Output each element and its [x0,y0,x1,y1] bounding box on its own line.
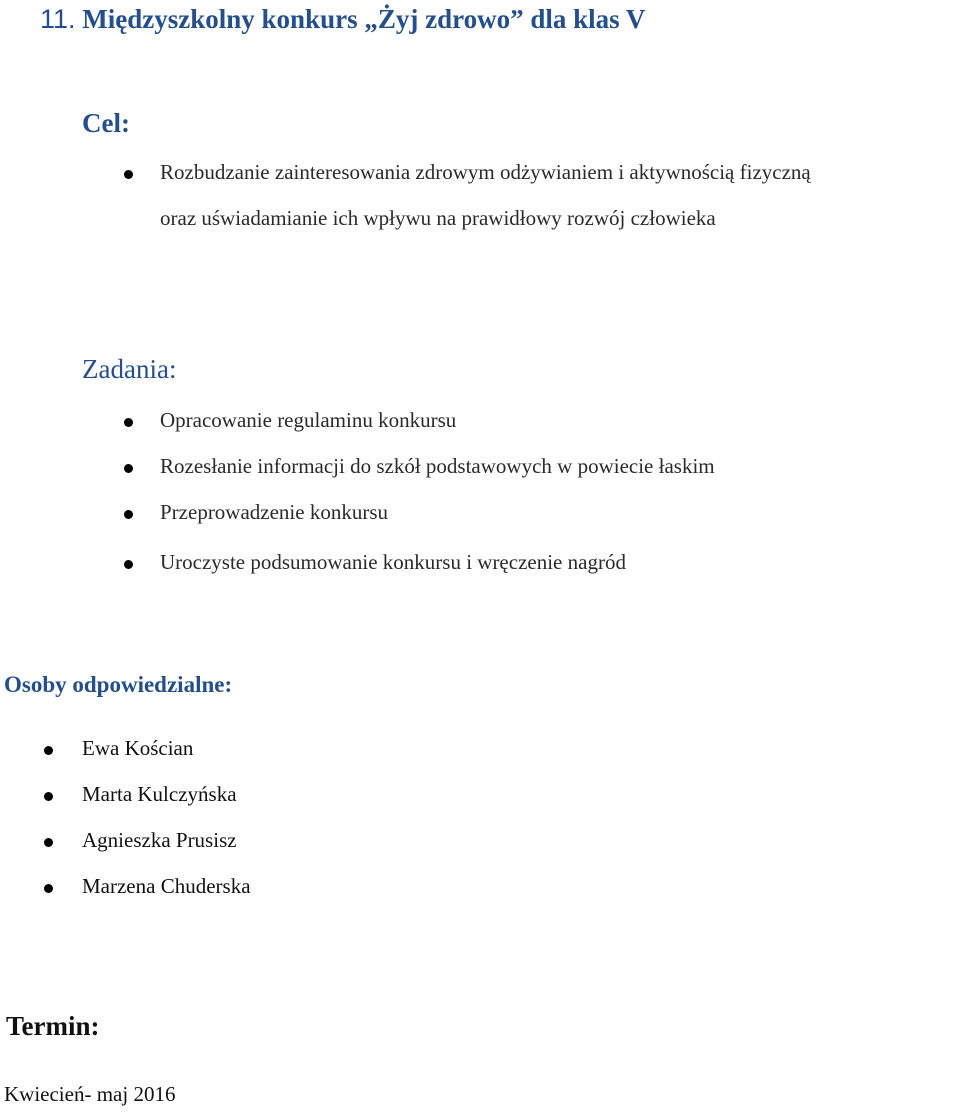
bullet-icon [44,746,53,755]
page-title [40,0,645,38]
bullet-icon [44,884,53,893]
responsible-heading: Osoby odpowiedzialne: [4,672,233,697]
person-item-2: Marta Kulczyńska [82,782,237,806]
bullet-icon [124,418,133,427]
deadline-heading: Termin: [6,1011,100,1041]
section-number: 11. [40,4,76,34]
bullet-icon [124,464,133,473]
bullet-icon [124,560,133,569]
person-item-1: Ewa Kościan [82,736,194,760]
task-item-2: Rozesłanie informacji do szkół podstawowych w powiecie łaskim [160,454,715,478]
goal-item-2: oraz uświadamianie ich wpływu na prawidłowy rozwój człowieka [160,206,716,230]
bullet-icon [44,792,53,801]
goal-item-1: Rozbudzanie zainteresowania zdrowym odżywianiem i aktywnością fizyczną [160,160,811,184]
task-item-1: Opracowanie regulaminu konkursu [160,408,457,432]
section-title-text: Międzyszkolny konkurs „Żyj zdrowo” dla klas V [82,4,646,34]
bullet-icon [124,170,133,179]
task-item-4: Uroczyste podsumowanie konkursu i wręczenie nagród [160,550,626,574]
bullet-icon [124,510,133,519]
bullet-icon [44,838,53,847]
person-item-3: Agnieszka Prusisz [82,828,237,852]
task-item-3: Przeprowadzenie konkursu [160,500,389,524]
deadline-value: Kwiecień- maj 2016 [4,1082,176,1106]
goal-heading: Cel: [82,108,130,138]
tasks-heading: Zadania: [82,354,177,384]
person-item-4: Marzena Chuderska [82,874,251,898]
